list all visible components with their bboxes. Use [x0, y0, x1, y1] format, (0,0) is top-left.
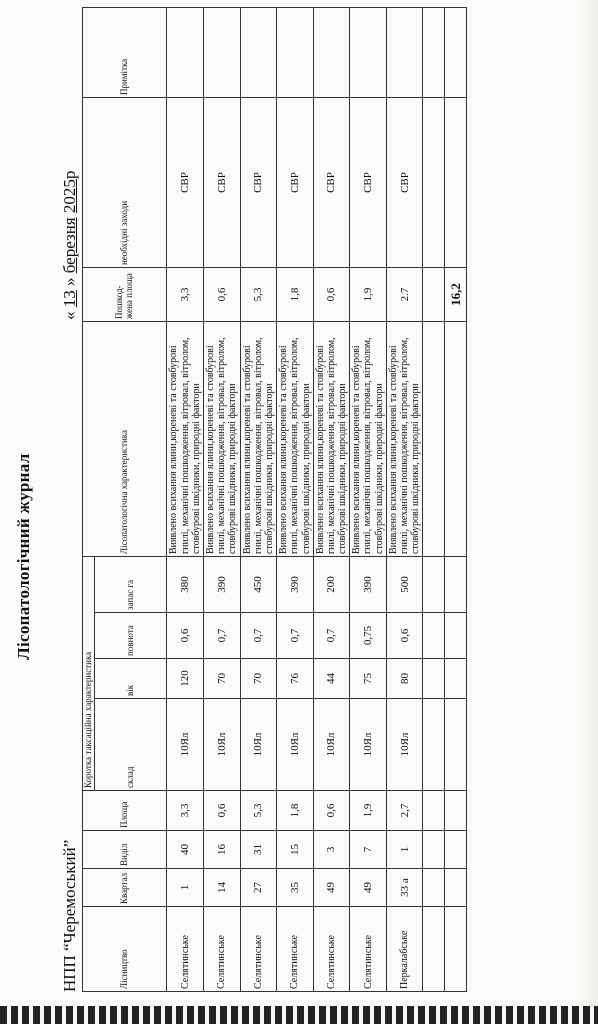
cell-age: 44: [313, 659, 350, 699]
cell-composition: 10Ял: [277, 699, 314, 791]
date-month: березня: [60, 217, 79, 274]
cell-pathology: Виявлено всихання ялини,кореневі та стовбурові гнилі, механічні пошкодження, вітровал, вітролом, стовбурові шкідники, природні фактори: [277, 322, 314, 557]
cell-compartment: 3: [313, 831, 350, 869]
cell-damaged-area: 0,6: [204, 268, 241, 322]
document-date: [60, 171, 80, 320]
empty-cell: [423, 8, 445, 98]
cell-quarter: 35: [277, 869, 314, 907]
header-compartment: Виділ: [83, 831, 167, 869]
cell-density: 0,6: [386, 613, 423, 659]
cell-forestry: Селятинське: [313, 907, 350, 992]
cell-quarter: 27: [240, 869, 277, 907]
cell-measures: СВР: [167, 98, 204, 268]
cell-note: [277, 8, 314, 98]
cell-quarter: 49: [313, 869, 350, 907]
cell-damaged-area: 0,6: [313, 268, 350, 322]
cell-stock: 200: [313, 557, 350, 613]
empty-cell: [423, 557, 445, 613]
cell-pathology: Виявлено всихання ялини,кореневі та стовбурові гнилі, механічні пошкодження, вітровал, вітролом, стовбурові шкідники, природні фактори: [386, 322, 423, 557]
header-stock: запас га: [95, 557, 167, 613]
empty-cell: [423, 907, 445, 992]
empty-cell: [445, 907, 467, 992]
cell-forestry: Селятинське: [240, 907, 277, 992]
date-year: 2025: [60, 179, 79, 214]
cell-composition: 10Ял: [167, 699, 204, 791]
cell-composition: 10Ял: [240, 699, 277, 791]
empty-cell: [445, 659, 467, 699]
cell-note: [350, 8, 387, 98]
cell-note: [240, 8, 277, 98]
cell-forestry: Селятинське: [350, 907, 387, 992]
empty-cell: [423, 699, 445, 791]
empty-cell: [423, 791, 445, 831]
header-note: Примітка: [83, 8, 167, 98]
cell-pathology: Виявлено всихання ялини,кореневі та стовбурові гнилі, механічні пошкодження, вітровал, вітролом, стовбурові шкідники, природні фактори: [167, 322, 204, 557]
cell-compartment: 40: [167, 831, 204, 869]
cell-measures: СВР: [204, 98, 241, 268]
cell-area: 1,8: [277, 791, 314, 831]
header-density: повнота: [95, 613, 167, 659]
cell-stock: 500: [386, 557, 423, 613]
empty-cell: [423, 613, 445, 659]
table-row: [386, 8, 423, 992]
empty-cell: [445, 699, 467, 791]
cell-note: [386, 8, 423, 98]
cell-composition: 10Ял: [313, 699, 350, 791]
cell-quarter: 33 а: [386, 869, 423, 907]
empty-row: [423, 8, 445, 992]
header-age: вік: [95, 659, 167, 699]
cell-measures: СВР: [277, 98, 314, 268]
total-row: [445, 8, 467, 992]
header-taxation-group: Коротка таксаційна характеристика: [83, 557, 95, 791]
cell-damaged-area: 3,3: [167, 268, 204, 322]
cell-composition: 10Ял: [386, 699, 423, 791]
cell-forestry: Селятинське: [204, 907, 241, 992]
cell-damaged-area: 1,8: [277, 268, 314, 322]
cell-area: 0,6: [204, 791, 241, 831]
empty-cell: [445, 791, 467, 831]
cell-pathology: Виявлено всихання ялини,кореневі та стовбурові гнилі, механічні пошкодження, вітровал, вітролом, стовбурові шкідники, природні фактори: [313, 322, 350, 557]
empty-cell: [445, 557, 467, 613]
cell-quarter: 1: [167, 869, 204, 907]
header-composition: склад: [95, 699, 167, 791]
cell-compartment: 1: [386, 831, 423, 869]
empty-cell: [445, 98, 467, 268]
cell-measures: СВР: [240, 98, 277, 268]
page-title: Лісопатологічний журнал: [14, 453, 33, 660]
header-forestry: Лісництво: [83, 907, 167, 992]
cell-measures: СВР: [386, 98, 423, 268]
cell-stock: 390: [350, 557, 387, 613]
header-damaged-area: Пошкод- жена площа: [83, 268, 167, 322]
empty-cell: [423, 659, 445, 699]
cell-measures: СВР: [350, 98, 387, 268]
cell-stock: 390: [277, 557, 314, 613]
date-day: 13: [60, 290, 79, 308]
date-open-quote: «: [60, 311, 79, 320]
cell-stock: 380: [167, 557, 204, 613]
cell-forestry: Селятинське: [167, 907, 204, 992]
empty-cell: [423, 98, 445, 268]
cell-quarter: 49: [350, 869, 387, 907]
header-row: [83, 8, 95, 992]
empty-cell: [423, 268, 445, 322]
table-row: [167, 8, 204, 992]
cell-quarter: 14: [204, 869, 241, 907]
cell-density: 0,7: [240, 613, 277, 659]
cell-area: 2,7: [386, 791, 423, 831]
table-row: [204, 8, 241, 992]
cell-area: 3,3: [167, 791, 204, 831]
cell-forestry: Селятинське: [277, 907, 314, 992]
cell-density: 0,7: [313, 613, 350, 659]
total-damaged-area: 16,2: [445, 268, 467, 322]
empty-cell: [445, 613, 467, 659]
table-row: [277, 8, 314, 992]
date-suffix: р: [60, 170, 79, 180]
cell-measures: СВР: [313, 98, 350, 268]
cell-density: 0,6: [167, 613, 204, 659]
table-row: [350, 8, 387, 992]
cell-damaged-area: 1,9: [350, 268, 387, 322]
empty-cell: [445, 322, 467, 557]
cell-age: 75: [350, 659, 387, 699]
cell-damaged-area: 2.7: [386, 268, 423, 322]
header-measures: необхідні заходи: [83, 98, 167, 268]
cell-density: 0,7: [277, 613, 314, 659]
cell-note: [167, 8, 204, 98]
empty-cell: [445, 8, 467, 98]
spiral-binding-strip: [0, 1006, 598, 1024]
header-quarter: Квартал: [83, 869, 167, 907]
cell-area: 5,3: [240, 791, 277, 831]
empty-cell: [445, 831, 467, 869]
cell-pathology: Виявлено всихання ялини,кореневі та стовбурові гнилі, механічні пошкодження, вітровал, вітролом, стовбурові шкідники, природні фактори: [350, 322, 387, 557]
cell-compartment: 16: [204, 831, 241, 869]
cell-compartment: 31: [240, 831, 277, 869]
empty-cell: [423, 869, 445, 907]
cell-area: 1,9: [350, 791, 387, 831]
cell-pathology: Виявлено всихання ялини,кореневі та стовбурові гнилі, механічні пошкодження, вітровал, вітролом, стовбурові шкідники, природні фактори: [204, 322, 241, 557]
header-pathology: Лісопатологічна характеристика: [83, 322, 167, 557]
cell-density: 0,7: [204, 613, 241, 659]
organization-name: НПП “Черемоський”: [60, 839, 79, 992]
cell-stock: 390: [204, 557, 241, 613]
cell-compartment: 15: [277, 831, 314, 869]
cell-note: [313, 8, 350, 98]
empty-cell: [445, 869, 467, 907]
cell-compartment: 7: [350, 831, 387, 869]
cell-stock: 450: [240, 557, 277, 613]
header-area: Площа: [83, 791, 167, 831]
journal-table: [82, 7, 467, 992]
cell-age: 76: [277, 659, 314, 699]
empty-cell: [423, 831, 445, 869]
cell-forestry: Перкалабське: [386, 907, 423, 992]
cell-composition: 10Ял: [350, 699, 387, 791]
cell-density: 0,75: [350, 613, 387, 659]
cell-age: 70: [204, 659, 241, 699]
cell-composition: 10Ял: [204, 699, 241, 791]
cell-age: 70: [240, 659, 277, 699]
cell-pathology: Виявлено всихання ялини,кореневі та стовбурові гнилі, механічні пошкодження, вітровал, вітролом, стовбурові шкідники, природні фактори: [240, 322, 277, 557]
cell-damaged-area: 5,3: [240, 268, 277, 322]
cell-note: [204, 8, 241, 98]
cell-area: 0,6: [313, 791, 350, 831]
cell-age: 80: [386, 659, 423, 699]
date-close-quote: »: [60, 277, 79, 286]
table-row: [313, 8, 350, 992]
table-row: [240, 8, 277, 992]
empty-cell: [423, 322, 445, 557]
cell-age: 120: [167, 659, 204, 699]
